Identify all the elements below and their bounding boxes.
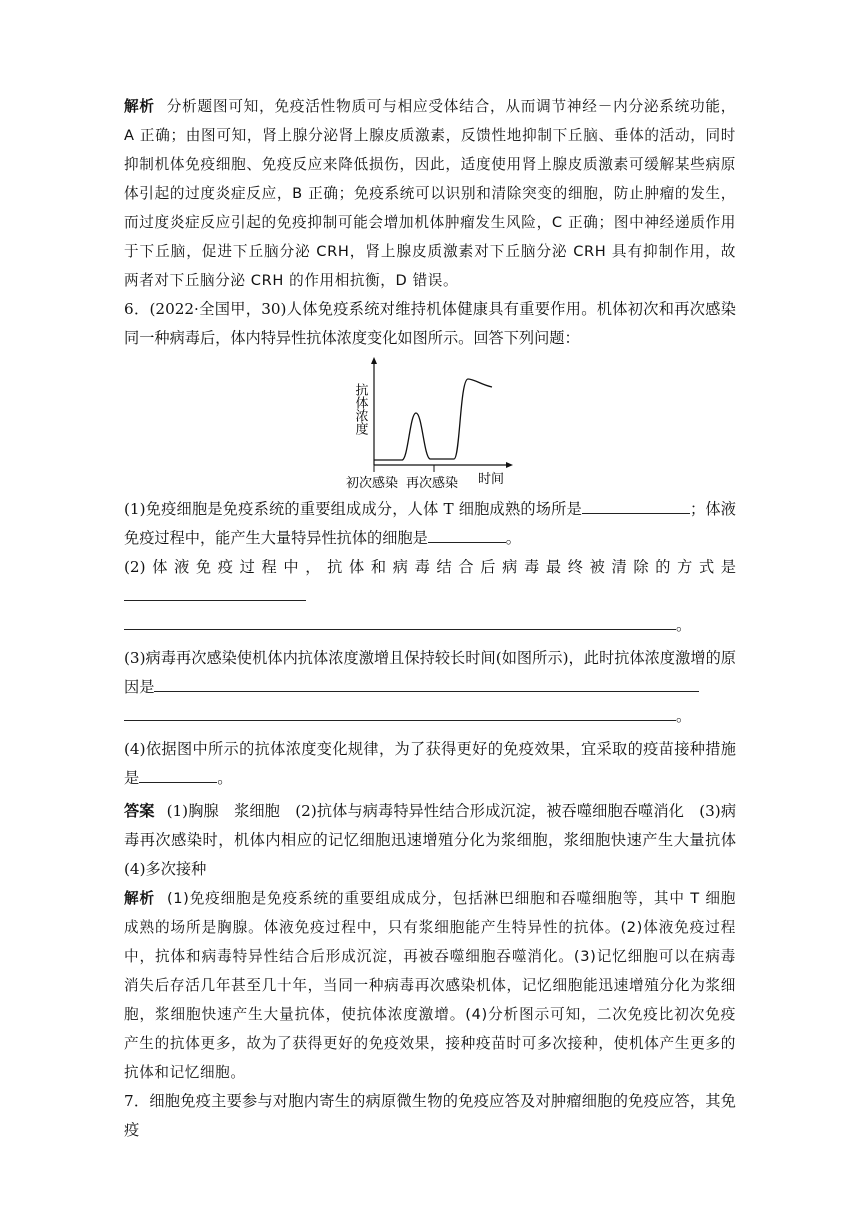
answer-blank-6[interactable] [124,704,676,721]
part-4-text: (4)依据图中所示的抗体浓度变化规律，为了获得更好的免疫效果，宜采取的疫苗接种措施是 [124,740,736,787]
antibody-chart [336,355,526,495]
y-axis-arrow [371,357,377,364]
question-6-part-2 [124,553,736,611]
answer-text: (1)胸腺 浆细胞 (2)抗体与病毒特异性结合形成沉淀，被吞噬细胞吞噬消化 (3)病毒再次感染时，机体内相应的记忆细胞迅速增殖分化为浆细胞，浆细胞快速产生大量抗体 (4)多次接种 [124,802,752,878]
analysis-label-2: 解析 [124,890,155,907]
question-6-part-1 [124,495,736,553]
question-7-stem: 7．细胞免疫主要参与对胞内寄生的病原微生物的免疫应答及对肿瘤细胞的免疫应答，其免疫 [124,1092,736,1139]
analysis-label: 解析 [124,98,155,115]
part-1-text-b: ；体液免疫过程中，能产生大量特异性抗体的细胞是 [124,500,736,547]
answer-blank-2[interactable] [428,526,506,543]
answer-paragraph [124,797,752,884]
part-2-period: 。 [676,616,692,634]
answer-blank-4[interactable] [124,613,676,630]
previous-analysis [124,92,736,295]
answer-label: 答案 [124,802,155,820]
analysis-text: (1)免疫细胞是免疫系统的重要组成成分，包括淋巴细胞和吞噬细胞等，其中 T 细胞成熟的场所是胸腺。体液免疫过程中，只有浆细胞能产生特异性的抗体。(2)体液免疫过程中，抗体和病毒特异性结合后形成沉淀，再被吞噬细胞吞噬消化。(3)记忆细胞可以在病毒消失后存活几年甚至几十年，当同一种病毒再次感染机体，记忆细胞能迅速增殖分化为浆细胞，浆细胞快速产生大量抗体，使抗体浓度激增。(4)分析图示可知，二次免疫比初次免疫产生的抗体更多，故为了获得更好的免疫效果，接种疫苗时可多次接种，使机体产生更多的抗体和记忆细胞。 [124,890,736,1081]
answer-blank-3[interactable] [124,584,306,601]
analysis-paragraph [124,884,736,1087]
part-4-period: 。 [217,769,233,787]
y-axis-label: 抗体浓度 [352,383,368,435]
second-infection-label: 再次感染 [406,476,459,491]
question-6-part-4 [124,735,736,793]
question-6-part-3-line2 [124,702,736,731]
answer-blank-7[interactable] [139,766,217,783]
part-3-text: (3)病毒再次感染使机体内抗体浓度激增且保持较长时间(如图所示)，此时抗体浓度激增的原因是 [124,649,736,696]
x-axis-arrow [506,462,513,468]
answer-blank-5[interactable] [154,675,699,692]
antibody-concentration-figure [124,355,736,495]
answer-blank-1[interactable] [582,497,690,514]
part-3-period: 。 [676,707,692,725]
previous-analysis-text: 分析题图可知，免疫活性物质可与相应受体结合，从而调节神经－内分泌系统功能，A 正确；由图可知，肾上腺分泌肾上腺皮质激素，反馈性地抑制下丘脑、垂体的活动，同时抑制机体免疫细胞、免疫反应来降低损伤，因此，适度使用肾上腺皮质激素可缓解某些病原体引起的过度炎症反应，B 正确；免疫系统可以识别和清除突变的细胞，防止肿瘤的发生，而过度炎症反应引起的免疫抑制可能会增加机体肿瘤发生风险，C 正确；图中神经递质作用于下丘脑，促进下丘脑分泌 CRH，肾上腺皮质激素对下丘脑分泌 CRH 具有抑制作用，故两者对下丘脑分泌 CRH 的作用相抗衡，D 错误。 [124,98,736,289]
x-axis-label: 时间 [478,472,505,487]
question-6-part-3 [124,644,736,702]
part-1-period: 。 [505,529,521,547]
first-infection-label: 初次感染 [346,476,399,491]
question-6-stem: 6．(2022·全国甲，30)人体免疫系统对维持机体健康具有重要作用。机体初次和再次感染同一种病毒后，体内特异性抗体浓度变化如图所示。回答下列问题： [124,300,736,347]
question-6-part-2-line2 [124,611,736,640]
part-2-text: (2)体液免疫过程中，抗体和病毒结合后病毒最终被清除的方式是 [124,558,736,576]
document-page [124,92,752,1145]
antibody-curve [374,379,492,460]
part-1-text-a: (1)免疫细胞是免疫系统的重要组成成分，人体 T 细胞成熟的场所是 [124,500,582,518]
